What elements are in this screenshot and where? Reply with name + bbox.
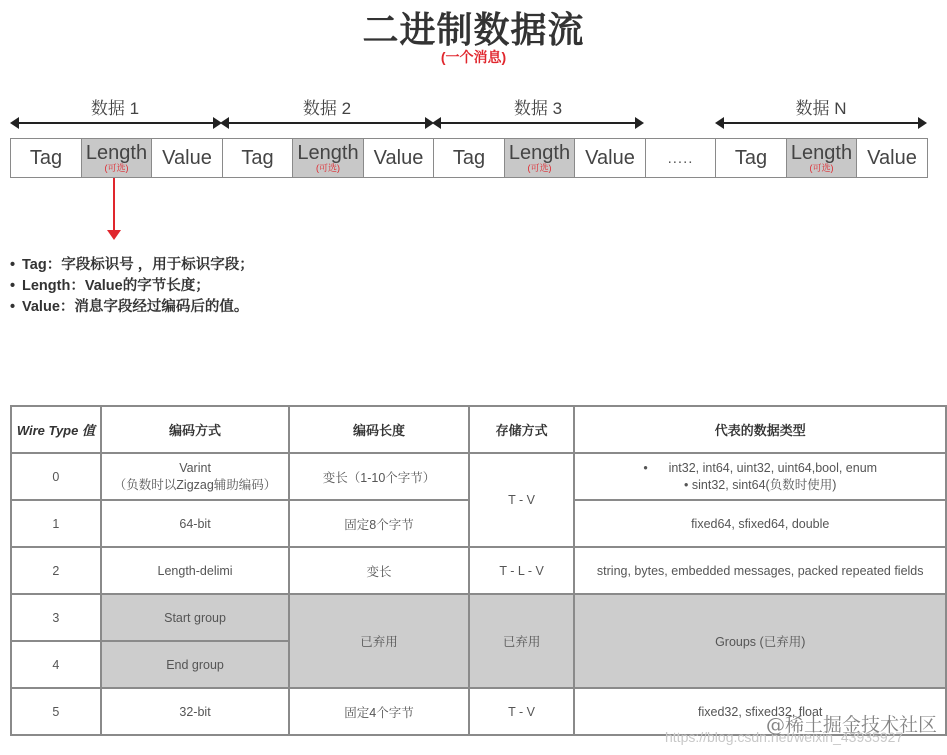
note-item	[10, 255, 254, 276]
binary-stream	[10, 138, 928, 178]
types-cell: string, bytes, embedded messages, packed repeated fields	[574, 547, 946, 594]
arrow-right-icon	[918, 117, 927, 129]
length-label: Length	[508, 142, 571, 164]
length-cell	[504, 138, 576, 178]
ellipsis-cell: .....	[645, 138, 717, 178]
tag-cell: Tag	[715, 138, 787, 178]
header-wire-type: Wire Type 值	[11, 406, 101, 453]
optional-label: (可选)	[316, 163, 340, 173]
length-cell	[786, 138, 858, 178]
length-cell: 变长（1-10个字节）	[289, 453, 468, 500]
storage-cell: 已弃用	[469, 594, 575, 688]
optional-label: (可选)	[104, 163, 129, 173]
length-cell: 固定4个字节	[289, 688, 468, 735]
note-item	[10, 276, 254, 297]
diagram-subtitle: (一个消息)	[440, 49, 507, 65]
storage-cell: T - V	[469, 688, 575, 735]
value-cell: Value	[574, 138, 646, 178]
optional-label: (可选)	[527, 163, 552, 173]
storage-cell: T - V	[469, 453, 575, 547]
wire-type-value: 2	[11, 547, 101, 594]
arrow-left-icon	[220, 117, 229, 129]
wire-type-value: 3	[11, 594, 101, 641]
length-label: Length	[790, 142, 853, 164]
note-text: Tag：字段标识号 ，用于标识字段；	[22, 257, 254, 273]
header-data-types: 代表的数据类型	[574, 406, 946, 453]
length-cell: 固定8个字节	[289, 500, 468, 547]
segment-label-3: 数据 3	[513, 99, 563, 118]
watermark-url: https://blog.csdn.net/weixin_43935927	[665, 729, 904, 745]
double-arrow-n	[717, 122, 925, 124]
encoding-cell: 32-bit	[101, 688, 289, 735]
value-cell: Value	[363, 138, 435, 178]
wire-type-table	[10, 405, 947, 736]
encoding-note: （负数时以Zigzag辅助编码）	[113, 477, 277, 492]
table-row	[11, 453, 946, 500]
types-line: • sint32, sint64(负数时使用)	[684, 477, 837, 492]
wire-type-value: 1	[11, 500, 101, 547]
value-cell: Value	[151, 138, 223, 178]
header-length: 编码长度	[289, 406, 468, 453]
bullet-icon: •	[10, 257, 16, 273]
pointer-arrow-line	[113, 178, 115, 230]
types-line: • int32, int64, uint32, uint64,bool, enum	[643, 460, 878, 475]
segment-label-2: 数据 2	[302, 99, 352, 118]
arrow-down-icon	[107, 230, 121, 240]
note-text: Length：Value的字节长度；	[22, 278, 210, 294]
tag-cell: Tag	[222, 138, 294, 178]
types-cell: Groups (已弃用)	[574, 594, 946, 688]
segment-label-1: 数据 1	[90, 99, 140, 118]
wire-type-value: 4	[11, 641, 101, 688]
length-cell: 变长	[289, 547, 468, 594]
encoding-cell	[101, 453, 289, 500]
encoding-cell: Length-delimi	[101, 547, 289, 594]
double-arrow-2	[222, 122, 432, 124]
arrow-left-icon	[715, 117, 724, 129]
note-item	[10, 297, 254, 318]
table-row	[11, 547, 946, 594]
watermark-text: @稀土掘金技术社区	[766, 714, 938, 736]
bullet-icon: •	[10, 278, 16, 294]
encoding-cell: End group	[101, 641, 289, 688]
table-header-row	[11, 406, 946, 453]
arrow-left-icon	[10, 117, 19, 129]
note-text: Value：消息字段经过编码后的值。	[22, 299, 249, 315]
storage-cell: T - L - V	[469, 547, 575, 594]
header-encoding: 编码方式	[101, 406, 289, 453]
optional-label: (可选)	[809, 163, 834, 173]
tag-cell: Tag	[433, 138, 505, 178]
types-cell: fixed64, sfixed64, double	[574, 500, 946, 547]
length-cell	[81, 138, 153, 178]
tag-cell: Tag	[10, 138, 82, 178]
encoding-cell: 64-bit	[101, 500, 289, 547]
value-cell: Value	[856, 138, 928, 178]
diagram-title: 二进制数据流	[362, 9, 585, 50]
segment-label-n: 数据 N	[795, 99, 847, 118]
table-row	[11, 594, 946, 641]
types-cell: fixed32, sfixed32, float	[574, 688, 946, 735]
length-cell	[292, 138, 364, 178]
length-label: Length	[85, 142, 148, 164]
encoding-cell: Start group	[101, 594, 289, 641]
field-notes	[10, 255, 254, 318]
encoding-name: Varint	[179, 460, 211, 475]
bullet-icon: •	[10, 299, 16, 315]
double-arrow-1	[12, 122, 220, 124]
double-arrow-3	[434, 122, 642, 124]
wire-type-value: 0	[11, 453, 101, 500]
wire-type-value: 5	[11, 688, 101, 735]
length-cell: 已弃用	[289, 594, 468, 688]
arrow-right-icon	[635, 117, 644, 129]
arrow-left-icon	[432, 117, 441, 129]
types-cell	[574, 453, 946, 500]
header-storage: 存储方式	[469, 406, 575, 453]
length-label: Length	[297, 142, 359, 164]
